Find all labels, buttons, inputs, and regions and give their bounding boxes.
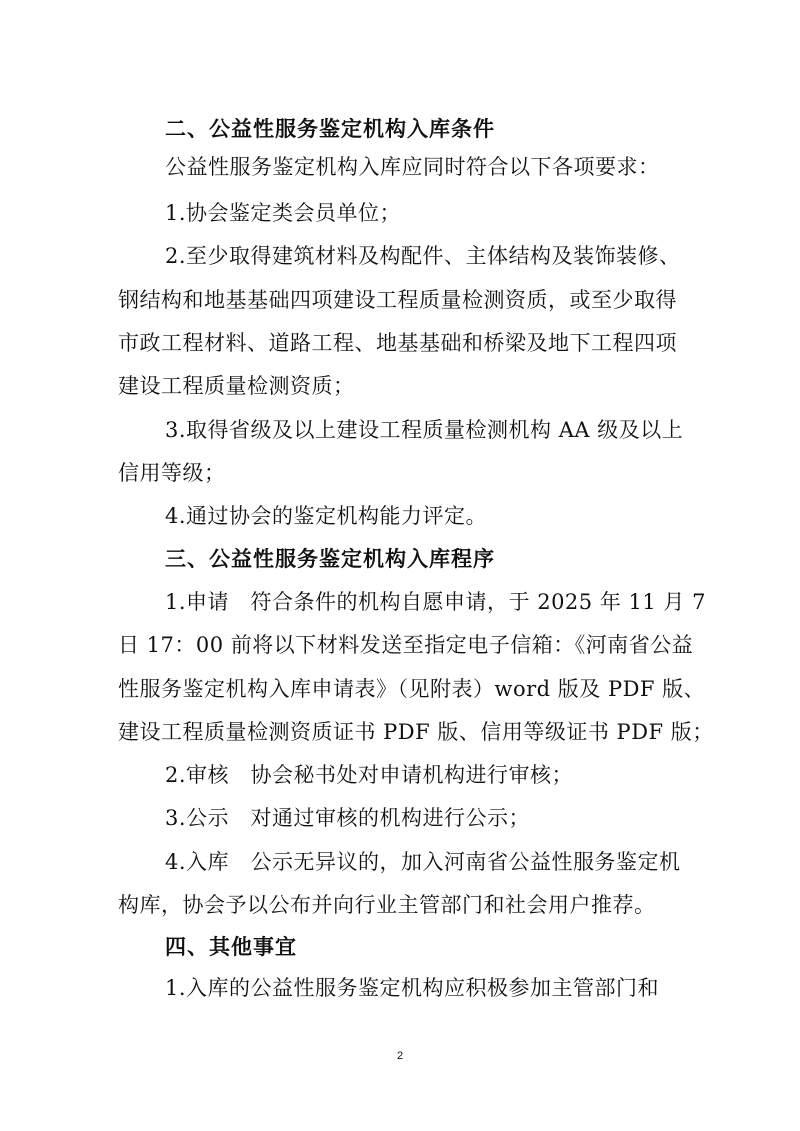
section-2-intro: 公益性服务鉴定机构入库应同时符合以下各项要求： — [165, 155, 660, 179]
section-2-item-2-line-1: 2.至少取得建筑材料及构配件、主体结构及装饰装修、 — [165, 244, 681, 268]
page-number: 2 — [396, 1050, 404, 1062]
section-3-item-1-line-3: 性服务鉴定机构入库申请表》（见附表）word 版及 PDF 版、 — [118, 677, 706, 701]
section-4-heading: 四、其他事宜 — [165, 935, 297, 959]
section-3-item-1-line-4: 建设工程质量检测资质证书 PDF 版、信用等级证书 PDF 版； — [118, 720, 714, 744]
section-4-item-1-line-1: 1.入库的公益性服务鉴定机构应积极参加主管部门和 — [165, 976, 660, 1000]
section-2-heading: 二、公益性服务鉴定机构入库条件 — [165, 117, 495, 141]
section-3-item-4-line-2: 构库，协会予以公布并向行业主管部门和社会用户推荐。 — [118, 893, 656, 917]
section-3-item-1-line-2: 日 17：00 前将以下材料发送至指定电子信箱：《河南省公益 — [118, 633, 694, 657]
section-2-item-3-line-1: 3.取得省级及以上建设工程质量检测机构 AA 级及以上 — [165, 418, 684, 442]
section-2-item-2-line-3: 市政工程材料、道路工程、地基基础和桥梁及地下工程四项 — [118, 331, 677, 355]
section-3-item-2: 2.审核 协会秘书处对申请机构进行审核； — [165, 763, 574, 787]
section-3-heading: 三、公益性服务鉴定机构入库程序 — [165, 547, 495, 571]
section-3-item-4-line-1: 4.入库 公示无异议的，加入河南省公益性服务鉴定机 — [165, 850, 681, 874]
section-2-item-2-line-2: 钢结构和地基基础四项建设工程质量检测资质，或至少取得 — [118, 288, 677, 312]
section-2-item-3-line-2: 信用等级； — [118, 461, 226, 485]
section-2-item-1: 1.协会鉴定类会员单位； — [165, 201, 402, 225]
section-2-item-4: 4.通过协会的鉴定机构能力评定。 — [165, 504, 488, 528]
section-3-item-3: 3.公示 对通过审核的机构进行公示； — [165, 806, 531, 830]
section-3-item-1-line-1: 1.申请 符合条件的机构自愿申请，于 2025 年 11 月 7 — [165, 590, 706, 614]
section-2-item-2-line-4: 建设工程质量检测资质； — [118, 374, 355, 398]
